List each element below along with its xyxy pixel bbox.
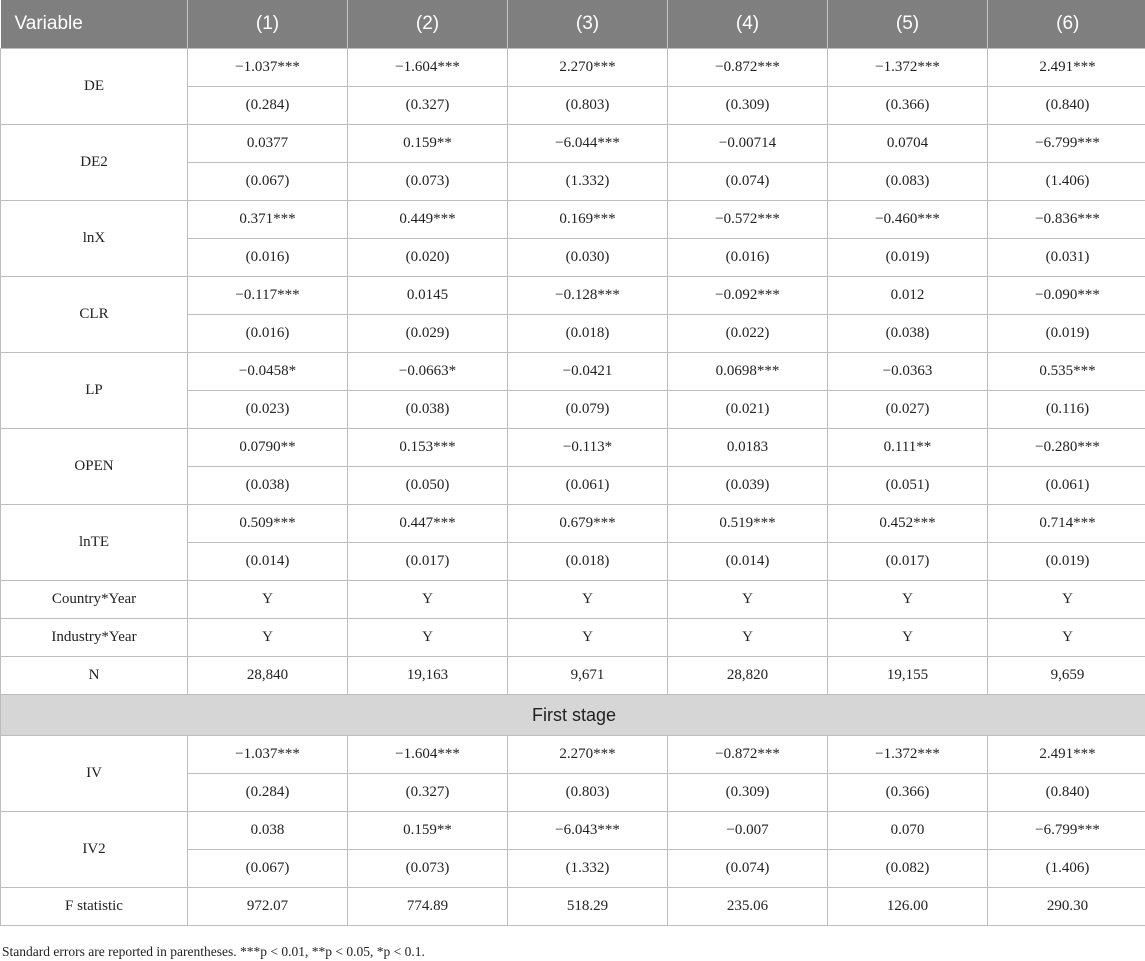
variable-name: Country*Year: [1, 581, 188, 619]
value-cell: 19,155: [828, 657, 988, 695]
std-error-cell: (0.030): [508, 239, 668, 277]
std-error-cell: (0.019): [988, 543, 1145, 581]
coefficient-cell: 0.0145: [348, 277, 508, 315]
std-error-cell: (0.073): [348, 850, 508, 888]
variable-name: F statistic: [1, 888, 188, 926]
coefficient-cell: −0.00714: [668, 125, 828, 163]
coefficient-cell: 0.0704: [828, 125, 988, 163]
std-error-cell: (0.074): [668, 163, 828, 201]
std-error-cell: (0.327): [348, 774, 508, 812]
coefficient-cell: 0.679***: [508, 505, 668, 543]
header-col-1: (1): [188, 0, 348, 49]
header-row: [1, 0, 1145, 49]
value-cell: Y: [188, 619, 348, 657]
value-cell: 972.07: [188, 888, 348, 926]
value-cell: Y: [988, 581, 1145, 619]
coefficient-cell: −0.117***: [188, 277, 348, 315]
variable-name: LP: [1, 353, 188, 429]
std-error-cell: (0.014): [668, 543, 828, 581]
std-error-cell: (0.014): [188, 543, 348, 581]
std-error-cell: (0.284): [188, 87, 348, 125]
std-error-cell: (0.051): [828, 467, 988, 505]
std-error-cell: (0.017): [348, 543, 508, 581]
std-error-cell: (0.018): [508, 315, 668, 353]
header-col-4: (4): [668, 0, 828, 49]
coefficient-cell: −1.037***: [188, 736, 348, 774]
coefficient-cell: −6.799***: [988, 812, 1145, 850]
std-error-cell: (0.079): [508, 391, 668, 429]
std-error-cell: (0.027): [828, 391, 988, 429]
std-error-cell: (1.332): [508, 163, 668, 201]
std-error-cell: (0.017): [828, 543, 988, 581]
coefficient-cell: −0.872***: [668, 736, 828, 774]
coefficient-cell: 0.0698***: [668, 353, 828, 391]
coefficient-cell: 2.491***: [988, 49, 1145, 87]
header-col-6: (6): [988, 0, 1145, 49]
variable-name: lnTE: [1, 505, 188, 581]
coefficient-cell: −0.092***: [668, 277, 828, 315]
std-error-cell: (0.803): [508, 87, 668, 125]
coefficient-cell: −1.604***: [348, 49, 508, 87]
value-cell: Y: [348, 581, 508, 619]
coefficient-cell: 0.535***: [988, 353, 1145, 391]
std-error-cell: (0.067): [188, 163, 348, 201]
std-error-cell: (0.366): [828, 87, 988, 125]
std-error-cell: (0.020): [348, 239, 508, 277]
header-col-2: (2): [348, 0, 508, 49]
header-variable: Variable: [1, 0, 188, 49]
coefficient-cell: −1.604***: [348, 736, 508, 774]
coefficient-cell: 0.452***: [828, 505, 988, 543]
value-cell: 9,671: [508, 657, 668, 695]
std-error-cell: (0.083): [828, 163, 988, 201]
variable-name: Industry*Year: [1, 619, 188, 657]
std-error-cell: (0.074): [668, 850, 828, 888]
coefficient-cell: −0.007: [668, 812, 828, 850]
table-row: [1, 736, 1145, 774]
std-error-cell: (0.067): [188, 850, 348, 888]
std-error-cell: (0.038): [188, 467, 348, 505]
coefficient-cell: 0.449***: [348, 201, 508, 239]
value-cell: 19,163: [348, 657, 508, 695]
coefficient-cell: 0.519***: [668, 505, 828, 543]
std-error-cell: (0.023): [188, 391, 348, 429]
coefficient-cell: −0.0421: [508, 353, 668, 391]
coefficient-cell: 0.509***: [188, 505, 348, 543]
coefficient-cell: −0.572***: [668, 201, 828, 239]
std-error-cell: (0.366): [828, 774, 988, 812]
table-row: [1, 657, 1145, 695]
coefficient-cell: −1.372***: [828, 49, 988, 87]
coefficient-cell: 0.0790**: [188, 429, 348, 467]
value-cell: Y: [188, 581, 348, 619]
value-cell: 28,820: [668, 657, 828, 695]
value-cell: 290.30: [988, 888, 1145, 926]
coefficient-cell: 0.371***: [188, 201, 348, 239]
coefficient-cell: −0.0363: [828, 353, 988, 391]
table-body: [1, 49, 1145, 926]
std-error-cell: (1.406): [988, 163, 1145, 201]
value-cell: 28,840: [188, 657, 348, 695]
coefficient-cell: 0.447***: [348, 505, 508, 543]
table-row: [1, 201, 1145, 239]
std-error-cell: (0.019): [828, 239, 988, 277]
std-error-cell: (0.061): [508, 467, 668, 505]
value-cell: Y: [988, 619, 1145, 657]
coefficient-cell: 0.159**: [348, 812, 508, 850]
table-row: [1, 581, 1145, 619]
std-error-cell: (0.018): [508, 543, 668, 581]
std-error-cell: (0.309): [668, 774, 828, 812]
value-cell: 126.00: [828, 888, 988, 926]
coefficient-cell: 0.169***: [508, 201, 668, 239]
section-row: [1, 695, 1145, 736]
std-error-cell: (0.803): [508, 774, 668, 812]
value-cell: Y: [508, 619, 668, 657]
coefficient-cell: −0.0663*: [348, 353, 508, 391]
std-error-cell: (0.116): [988, 391, 1145, 429]
std-error-cell: (0.327): [348, 87, 508, 125]
coefficient-cell: 2.491***: [988, 736, 1145, 774]
variable-name: DE: [1, 49, 188, 125]
coefficient-cell: −0.836***: [988, 201, 1145, 239]
variable-name: IV: [1, 736, 188, 812]
coefficient-cell: 0.070: [828, 812, 988, 850]
coefficient-cell: −6.799***: [988, 125, 1145, 163]
std-error-cell: (0.022): [668, 315, 828, 353]
coefficient-cell: 0.159**: [348, 125, 508, 163]
value-cell: 518.29: [508, 888, 668, 926]
value-cell: Y: [668, 619, 828, 657]
variable-name: DE2: [1, 125, 188, 201]
std-error-cell: (0.840): [988, 87, 1145, 125]
coefficient-cell: −6.044***: [508, 125, 668, 163]
value-cell: Y: [348, 619, 508, 657]
std-error-cell: (0.016): [668, 239, 828, 277]
std-error-cell: (0.016): [188, 239, 348, 277]
std-error-cell: (0.073): [348, 163, 508, 201]
std-error-cell: (0.031): [988, 239, 1145, 277]
std-error-cell: (0.021): [668, 391, 828, 429]
coefficient-cell: 0.0377: [188, 125, 348, 163]
variable-name: lnX: [1, 201, 188, 277]
header-col-5: (5): [828, 0, 988, 49]
footnote: Standard errors are reported in parentheses. ***p < 0.01, **p < 0.05, *p < 0.1.: [2, 944, 425, 959]
coefficient-cell: 0.714***: [988, 505, 1145, 543]
std-error-cell: (0.284): [188, 774, 348, 812]
variable-name: N: [1, 657, 188, 695]
value-cell: 235.06: [668, 888, 828, 926]
table-row: [1, 277, 1145, 315]
std-error-cell: (1.406): [988, 850, 1145, 888]
value-cell: Y: [668, 581, 828, 619]
table-row: [1, 429, 1145, 467]
header-col-3: (3): [508, 0, 668, 49]
variable-name: CLR: [1, 277, 188, 353]
table-row: [1, 125, 1145, 163]
std-error-cell: (0.082): [828, 850, 988, 888]
coefficient-cell: 0.111**: [828, 429, 988, 467]
table-row: [1, 353, 1145, 391]
std-error-cell: (0.840): [988, 774, 1145, 812]
section-label: First stage: [1, 695, 1145, 736]
table-row: [1, 812, 1145, 850]
std-error-cell: (0.038): [348, 391, 508, 429]
value-cell: Y: [828, 581, 988, 619]
std-error-cell: (0.019): [988, 315, 1145, 353]
std-error-cell: (0.309): [668, 87, 828, 125]
coefficient-cell: 2.270***: [508, 49, 668, 87]
coefficient-cell: −1.372***: [828, 736, 988, 774]
coefficient-cell: 0.153***: [348, 429, 508, 467]
coefficient-cell: −0.460***: [828, 201, 988, 239]
coefficient-cell: 0.012: [828, 277, 988, 315]
value-cell: Y: [828, 619, 988, 657]
table-row: [1, 49, 1145, 87]
value-cell: 774.89: [348, 888, 508, 926]
std-error-cell: (0.050): [348, 467, 508, 505]
coefficient-cell: −0.280***: [988, 429, 1145, 467]
coefficient-cell: −0.090***: [988, 277, 1145, 315]
std-error-cell: (0.061): [988, 467, 1145, 505]
coefficient-cell: −0.113*: [508, 429, 668, 467]
std-error-cell: (0.029): [348, 315, 508, 353]
coefficient-cell: 0.0183: [668, 429, 828, 467]
table-row: [1, 888, 1145, 926]
coefficient-cell: 2.270***: [508, 736, 668, 774]
value-cell: 9,659: [988, 657, 1145, 695]
std-error-cell: (1.332): [508, 850, 668, 888]
coefficient-cell: 0.038: [188, 812, 348, 850]
std-error-cell: (0.038): [828, 315, 988, 353]
table-row: [1, 619, 1145, 657]
coefficient-cell: −6.043***: [508, 812, 668, 850]
std-error-cell: (0.039): [668, 467, 828, 505]
table-row: [1, 505, 1145, 543]
coefficient-cell: −0.872***: [668, 49, 828, 87]
variable-name: OPEN: [1, 429, 188, 505]
variable-name: IV2: [1, 812, 188, 888]
value-cell: Y: [508, 581, 668, 619]
std-error-cell: (0.016): [188, 315, 348, 353]
coefficient-cell: −1.037***: [188, 49, 348, 87]
coefficient-cell: −0.0458*: [188, 353, 348, 391]
coefficient-cell: −0.128***: [508, 277, 668, 315]
